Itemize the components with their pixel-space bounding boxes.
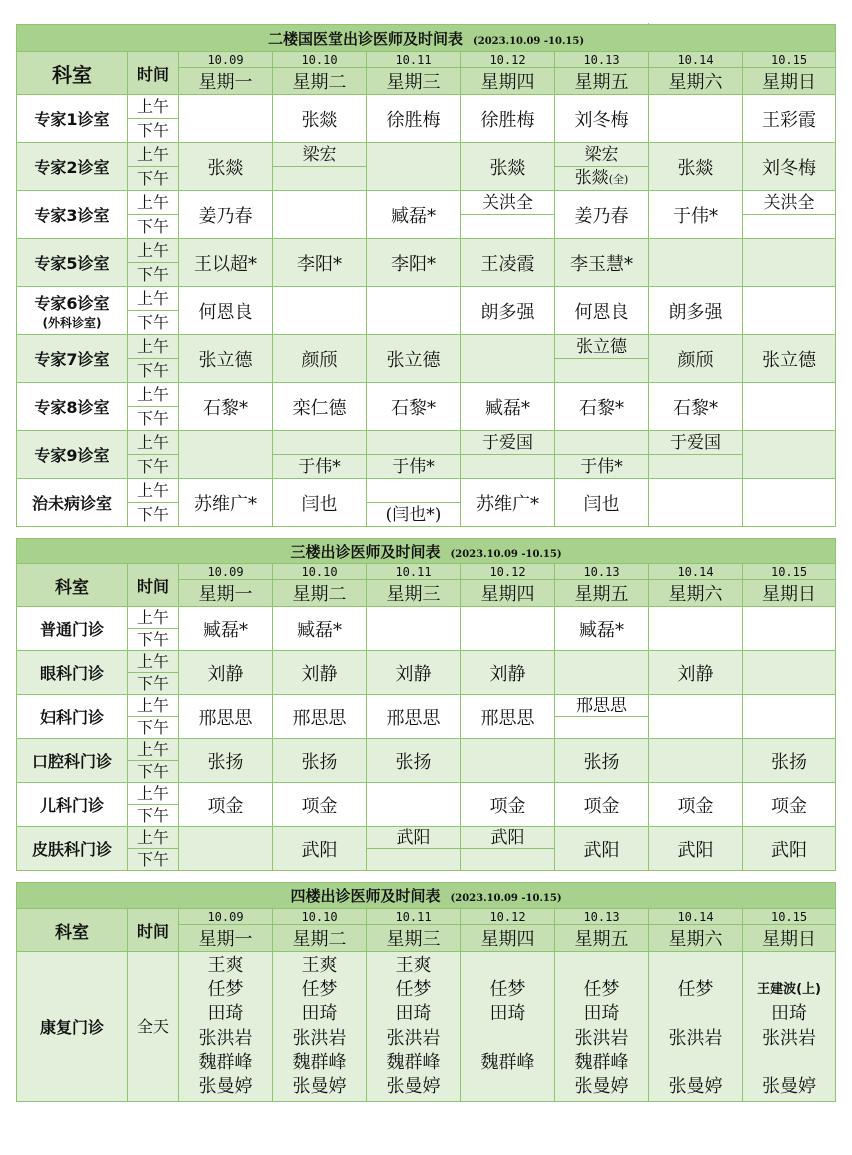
date-cell: 10.11 xyxy=(367,909,461,925)
doctor-name: 魏群峰 xyxy=(480,1051,535,1073)
date-cell: 10.15 xyxy=(743,52,836,68)
doctor-cell: 武阳 xyxy=(273,827,367,871)
doctor-cell: 项金 xyxy=(555,783,649,827)
all-day-label: 全天 xyxy=(128,952,179,1102)
pm-label: 下午 xyxy=(128,503,179,527)
weekday-cell: 星期日 xyxy=(743,925,836,952)
am-label: 上午 xyxy=(128,191,179,215)
doctor-cell: 武阳 xyxy=(649,827,743,871)
doctor-list-cell xyxy=(649,952,743,1102)
doctor-cell-pm xyxy=(367,849,461,871)
doctor-cell: 邢思思 xyxy=(179,695,273,739)
weekday-cell: 星期五 xyxy=(555,580,649,607)
doctor-cell-am: 于爱国 xyxy=(461,431,555,455)
date-cell: 10.12 xyxy=(461,909,555,925)
doctor-name xyxy=(743,954,835,978)
doctor-cell xyxy=(743,431,836,479)
doctor-cell: 刘冬梅 xyxy=(743,143,836,191)
doctor-cell: 项金 xyxy=(649,783,743,827)
doctor-cell xyxy=(273,191,367,239)
doctor-cell xyxy=(367,287,461,335)
doctor-cell: 徐胜梅 xyxy=(367,95,461,143)
doctor-cell: 刘静 xyxy=(273,651,367,695)
doctor-cell: 颜颀 xyxy=(649,335,743,383)
doctor-cell: 闫也 xyxy=(273,479,367,527)
doctor-cell: 闫也 xyxy=(555,479,649,527)
doctor-cell: 臧磊* xyxy=(555,607,649,651)
doctor-cell-am: 梁宏 xyxy=(273,143,367,167)
doctor-name xyxy=(461,1027,554,1051)
floor2-title: 二楼国医堂出诊医师及时间表 (2023.10.09 -10.15) xyxy=(17,25,836,52)
dept-cell: 儿科门诊 xyxy=(17,783,128,827)
doctor-cell-am: 于爱国 xyxy=(649,431,743,455)
date-cell: 10.15 xyxy=(743,564,836,580)
doctor-list-cell xyxy=(273,952,367,1102)
doctor-name: 魏群峰 xyxy=(292,1051,347,1073)
doctor-cell-pm xyxy=(461,455,555,479)
dept-header: 科室 xyxy=(17,909,128,952)
doctor-cell: 项金 xyxy=(461,783,555,827)
doctor-cell: 武阳 xyxy=(555,827,649,871)
doctor-cell-am: 关洪全 xyxy=(743,191,836,215)
doctor-cell xyxy=(461,607,555,651)
dept-cell: 专家5诊室 xyxy=(17,239,128,287)
doctor-name: 张曼婷 xyxy=(762,1076,817,1098)
doctor-cell xyxy=(743,479,836,527)
doctor-cell xyxy=(743,383,836,431)
doctor-cell xyxy=(649,695,743,739)
date-cell: 10.12 xyxy=(461,52,555,68)
doctor-name: 田琦 xyxy=(395,1003,432,1025)
am-label: 上午 xyxy=(128,651,179,673)
doctor-cell-am xyxy=(555,431,649,455)
am-label: 上午 xyxy=(128,783,179,805)
doctor-name xyxy=(649,1051,742,1075)
doctor-list-cell xyxy=(461,952,555,1102)
doctor-cell-pm xyxy=(555,359,649,383)
doctor-cell: 张扬 xyxy=(273,739,367,783)
date-cell: 10.15 xyxy=(743,909,836,925)
pm-label: 下午 xyxy=(128,805,179,827)
am-label: 上午 xyxy=(128,739,179,761)
doctor-name: 田琦 xyxy=(207,1003,244,1025)
doctor-cell: 何恩良 xyxy=(555,287,649,335)
doctor-cell: 朗多强 xyxy=(461,287,555,335)
doctor-cell xyxy=(367,143,461,191)
doctor-cell: 张燚 xyxy=(649,143,743,191)
doctor-cell-pm xyxy=(461,849,555,871)
doctor-name: 张曼婷 xyxy=(574,1076,629,1098)
doctor-name: 张洪岩 xyxy=(292,1027,347,1049)
dept-header: 科室 xyxy=(17,52,128,95)
doctor-cell: 王凌霞 xyxy=(461,239,555,287)
doctor-cell-am: 梁宏 xyxy=(555,143,649,167)
dept-cell: 妇科门诊 xyxy=(17,695,128,739)
doctor-cell: 苏维广* xyxy=(461,479,555,527)
am-label: 上午 xyxy=(128,239,179,263)
am-label: 上午 xyxy=(128,143,179,167)
weekday-cell: 星期一 xyxy=(179,68,273,95)
doctor-cell xyxy=(179,95,273,143)
dept-cell: 口腔科门诊 xyxy=(17,739,128,783)
doctor-cell: 张立德 xyxy=(179,335,273,383)
doctor-cell-am xyxy=(273,431,367,455)
doctor-cell: 李玉慧* xyxy=(555,239,649,287)
floor2-schedule-table xyxy=(16,24,836,527)
doctor-cell: 项金 xyxy=(179,783,273,827)
date-cell: 10.13 xyxy=(555,909,649,925)
doctor-cell: 张扬 xyxy=(179,739,273,783)
doctor-name: 张曼婷 xyxy=(668,1076,723,1098)
doctor-cell-pm xyxy=(649,455,743,479)
weekday-cell: 星期二 xyxy=(273,580,367,607)
dept-cell: 专家2诊室 xyxy=(17,143,128,191)
doctor-cell: 张燚 xyxy=(273,95,367,143)
weekday-cell: 星期六 xyxy=(649,580,743,607)
doctor-cell xyxy=(649,739,743,783)
weekday-cell: 星期五 xyxy=(555,68,649,95)
doctor-cell-am: 武阳 xyxy=(367,827,461,849)
doctor-name: 张洪岩 xyxy=(762,1027,817,1049)
doctor-cell-am: 张立德 xyxy=(555,335,649,359)
doctor-name: 任梦 xyxy=(207,978,244,1000)
am-label: 上午 xyxy=(128,695,179,717)
weekday-cell: 星期三 xyxy=(367,580,461,607)
doctor-name: 魏群峰 xyxy=(574,1051,629,1073)
date-cell: 10.10 xyxy=(273,909,367,925)
doctor-name: 田琦 xyxy=(301,1003,338,1025)
dept-cell: 专家6诊室 (外科诊室) xyxy=(17,287,128,335)
date-cell: 10.10 xyxy=(273,564,367,580)
doctor-name: 王爽 xyxy=(301,954,338,976)
am-label: 上午 xyxy=(128,335,179,359)
doctor-name: 张洪岩 xyxy=(386,1027,441,1049)
doctor-cell-am: 武阳 xyxy=(461,827,555,849)
floor4-schedule-table xyxy=(16,882,836,1102)
weekday-cell: 星期二 xyxy=(273,68,367,95)
pm-label: 下午 xyxy=(128,717,179,739)
doctor-name xyxy=(555,954,648,978)
pm-label: 下午 xyxy=(128,629,179,651)
pm-label: 下午 xyxy=(128,263,179,287)
doctor-cell: 张扬 xyxy=(367,739,461,783)
doctor-cell xyxy=(743,239,836,287)
pm-label: 下午 xyxy=(128,311,179,335)
doctor-cell-pm: (闫也*) xyxy=(367,503,461,527)
doctor-cell: 徐胜梅 xyxy=(461,95,555,143)
doctor-name: 任梦 xyxy=(677,978,714,1000)
date-cell: 10.09 xyxy=(179,909,273,925)
doctor-cell: 张立德 xyxy=(367,335,461,383)
doctor-cell: 武阳 xyxy=(743,827,836,871)
doctor-name: 任梦 xyxy=(395,978,432,1000)
time-header: 时间 xyxy=(128,52,179,95)
doctor-cell: 刘静 xyxy=(461,651,555,695)
time-header: 时间 xyxy=(128,564,179,607)
pm-label: 下午 xyxy=(128,673,179,695)
doctor-name: 任梦 xyxy=(489,978,526,1000)
doctor-cell: 石黎* xyxy=(367,383,461,431)
weekday-cell: 星期一 xyxy=(179,925,273,952)
doctor-name: 王爽 xyxy=(395,954,432,976)
doctor-cell: 臧磊* xyxy=(367,191,461,239)
weekday-cell: 星期四 xyxy=(461,68,555,95)
doctor-cell: 邢思思 xyxy=(273,695,367,739)
doctor-cell xyxy=(555,651,649,695)
doctor-cell: 张扬 xyxy=(555,739,649,783)
dept-header: 科室 xyxy=(17,564,128,607)
weekday-cell: 星期三 xyxy=(367,925,461,952)
doctor-cell: 王以超* xyxy=(179,239,273,287)
doctor-cell: 臧磊* xyxy=(273,607,367,651)
doctor-cell xyxy=(273,287,367,335)
doctor-name xyxy=(461,954,554,978)
doctor-name: 田琦 xyxy=(771,1003,808,1025)
doctor-cell: 朗多强 xyxy=(649,287,743,335)
dept-cell: 专家8诊室 xyxy=(17,383,128,431)
doctor-cell: 栾仁德 xyxy=(273,383,367,431)
weekday-cell: 星期二 xyxy=(273,925,367,952)
doctor-cell: 张燚 xyxy=(179,143,273,191)
doctor-name: 田琦 xyxy=(583,1003,620,1025)
doctor-cell: 李阳* xyxy=(273,239,367,287)
doctor-cell xyxy=(649,607,743,651)
am-label: 上午 xyxy=(128,607,179,629)
am-label: 上午 xyxy=(128,383,179,407)
pm-label: 下午 xyxy=(128,119,179,143)
doctor-cell: 臧磊* xyxy=(179,607,273,651)
doctor-cell: 刘静 xyxy=(367,651,461,695)
dept-cell: 普通门诊 xyxy=(17,607,128,651)
weekday-cell: 星期一 xyxy=(179,580,273,607)
doctor-cell: 张燚 xyxy=(461,143,555,191)
pm-label: 下午 xyxy=(128,215,179,239)
weekday-cell: 星期四 xyxy=(461,925,555,952)
dept-cell: 康复门诊 xyxy=(17,952,128,1102)
doctor-name: 魏群峰 xyxy=(386,1051,441,1073)
am-label: 上午 xyxy=(128,827,179,849)
doctor-cell: 姜乃春 xyxy=(179,191,273,239)
date-cell: 10.09 xyxy=(179,52,273,68)
doctor-name: 田琦 xyxy=(489,1003,526,1025)
doctor-cell: 邢思思 xyxy=(461,695,555,739)
doctor-cell xyxy=(649,239,743,287)
doctor-cell: 王彩霞 xyxy=(743,95,836,143)
doctor-cell-am: 关洪全 xyxy=(461,191,555,215)
weekday-cell: 星期五 xyxy=(555,925,649,952)
doctor-cell-pm xyxy=(555,717,649,739)
doctor-cell-pm: 于伟* xyxy=(273,455,367,479)
doctor-cell: 刘静 xyxy=(179,651,273,695)
dept-cell: 眼科门诊 xyxy=(17,651,128,695)
doctor-name: 王建波(上) xyxy=(757,981,821,997)
doctor-name: 任梦 xyxy=(301,978,338,1000)
date-cell: 10.09 xyxy=(179,564,273,580)
doctor-cell: 姜乃春 xyxy=(555,191,649,239)
date-cell: 10.13 xyxy=(555,564,649,580)
doctor-cell: 项金 xyxy=(273,783,367,827)
dept-cell: 专家1诊室 xyxy=(17,95,128,143)
doctor-list-cell xyxy=(367,952,461,1102)
weekday-cell: 星期六 xyxy=(649,68,743,95)
doctor-cell-am xyxy=(367,479,461,503)
doctor-cell-pm xyxy=(273,167,367,191)
doctor-cell xyxy=(743,695,836,739)
doctor-cell xyxy=(367,783,461,827)
doctor-name: 张洪岩 xyxy=(574,1027,629,1049)
doctor-cell: 颜颀 xyxy=(273,335,367,383)
doctor-cell xyxy=(461,335,555,383)
doctor-cell: 项金 xyxy=(743,783,836,827)
doctor-cell xyxy=(461,739,555,783)
doctor-cell-pm xyxy=(743,215,836,239)
am-label: 上午 xyxy=(128,287,179,311)
doctor-cell xyxy=(743,651,836,695)
date-cell: 10.13 xyxy=(555,52,649,68)
date-cell: 10.14 xyxy=(649,909,743,925)
pm-label: 下午 xyxy=(128,761,179,783)
pm-label: 下午 xyxy=(128,455,179,479)
doctor-cell xyxy=(649,479,743,527)
time-header: 时间 xyxy=(128,909,179,952)
weekday-cell: 星期三 xyxy=(367,68,461,95)
dept-cell: 专家3诊室 xyxy=(17,191,128,239)
floor4-title: 四楼出诊医师及时间表 (2023.10.09 -10.15) xyxy=(17,883,836,909)
doctor-cell: 石黎* xyxy=(179,383,273,431)
date-cell: 10.11 xyxy=(367,564,461,580)
doctor-cell: 李阳* xyxy=(367,239,461,287)
doctor-cell-pm xyxy=(461,215,555,239)
dept-cell: 治未病诊室 xyxy=(17,479,128,527)
doctor-name: 任梦 xyxy=(583,978,620,1000)
doctor-name: 张洪岩 xyxy=(668,1027,723,1049)
doctor-name xyxy=(649,1002,742,1026)
doctor-name xyxy=(461,1075,554,1099)
dept-cell: 专家9诊室 xyxy=(17,431,128,479)
doctor-cell: 刘冬梅 xyxy=(555,95,649,143)
doctor-cell: 石黎* xyxy=(649,383,743,431)
doctor-name: 张洪岩 xyxy=(198,1027,253,1049)
doctor-cell: 邢思思 xyxy=(367,695,461,739)
doctor-name: 王爽 xyxy=(207,954,244,976)
doctor-cell: 张立德 xyxy=(743,335,836,383)
weekday-cell: 星期六 xyxy=(649,925,743,952)
am-label: 上午 xyxy=(128,479,179,503)
doctor-cell xyxy=(179,431,273,479)
doctor-name xyxy=(649,954,742,978)
pm-label: 下午 xyxy=(128,359,179,383)
doctor-list-cell xyxy=(743,952,836,1102)
am-label: 上午 xyxy=(128,431,179,455)
am-label: 上午 xyxy=(128,95,179,119)
date-cell: 10.14 xyxy=(649,52,743,68)
floor3-title: 三楼出诊医师及时间表 (2023.10.09 -10.15) xyxy=(17,539,836,564)
date-cell: 10.11 xyxy=(367,52,461,68)
doctor-cell xyxy=(743,287,836,335)
doctor-name: 张曼婷 xyxy=(292,1076,347,1098)
doctor-cell xyxy=(743,607,836,651)
doctor-list-cell xyxy=(555,952,649,1102)
doctor-cell-pm: 于伟* xyxy=(555,455,649,479)
weekday-cell: 星期四 xyxy=(461,580,555,607)
weekday-cell: 星期日 xyxy=(743,68,836,95)
doctor-cell xyxy=(367,607,461,651)
date-cell: 10.12 xyxy=(461,564,555,580)
doctor-cell-pm: 于伟* xyxy=(367,455,461,479)
pm-label: 下午 xyxy=(128,407,179,431)
doctor-cell-pm: 张燚(全) xyxy=(555,167,649,191)
doctor-cell-am xyxy=(367,431,461,455)
date-cell: 10.10 xyxy=(273,52,367,68)
pm-label: 下午 xyxy=(128,167,179,191)
doctor-cell xyxy=(179,827,273,871)
doctor-cell: 张扬 xyxy=(743,739,836,783)
doctor-cell: 何恩良 xyxy=(179,287,273,335)
doctor-cell xyxy=(649,95,743,143)
date-cell: 10.14 xyxy=(649,564,743,580)
doctor-name: 张曼婷 xyxy=(198,1076,253,1098)
pm-label: 下午 xyxy=(128,849,179,871)
doctor-cell: 石黎* xyxy=(555,383,649,431)
dept-cell: 专家7诊室 xyxy=(17,335,128,383)
doctor-cell: 苏维广* xyxy=(179,479,273,527)
doctor-cell-am: 邢思思 xyxy=(555,695,649,717)
doctor-name: 张曼婷 xyxy=(386,1076,441,1098)
doctor-cell: 臧磊* xyxy=(461,383,555,431)
doctor-cell: 刘静 xyxy=(649,651,743,695)
weekday-cell: 星期日 xyxy=(743,580,836,607)
floor3-schedule-table xyxy=(16,538,836,871)
doctor-name: 魏群峰 xyxy=(198,1051,253,1073)
doctor-list-cell xyxy=(179,952,273,1102)
doctor-name xyxy=(743,1051,835,1075)
dept-cell: 皮肤科门诊 xyxy=(17,827,128,871)
doctor-cell: 于伟* xyxy=(649,191,743,239)
